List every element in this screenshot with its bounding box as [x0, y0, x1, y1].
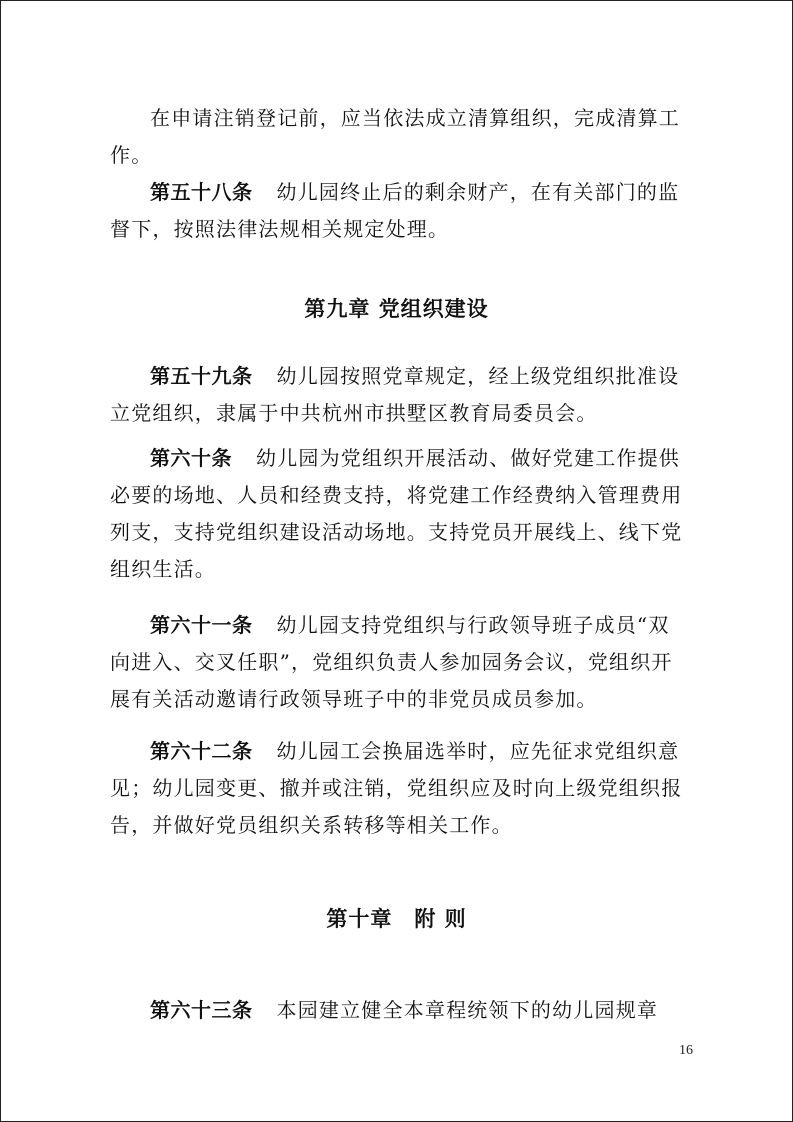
article-number: 第六十二条 [150, 739, 253, 763]
text-line: 组织生活。 [110, 557, 216, 581]
text-line: 在申请注销登记前，应当依法成立清算组织，完成清算工 [150, 106, 680, 130]
text-line: 列支，支持党组织建设活动场地。支持党员开展线上、线下党 [110, 520, 683, 544]
article-60 [110, 440, 683, 588]
text-line: 告，并做好党员组织关系转移等相关工作。 [110, 813, 513, 837]
chapter-9-heading: 第九章 党组织建设 [304, 297, 489, 321]
article-61 [110, 607, 673, 718]
text-line: 展有关活动邀请行政领导班子中的非党员成员参加。 [110, 687, 598, 711]
text-line [110, 440, 680, 477]
article-number: 第六十条 [150, 446, 232, 470]
text-line [110, 174, 680, 211]
article-59 [110, 358, 680, 432]
article-text: 本园建立健全本章程统领下的幼儿园规章 [276, 998, 659, 1022]
text-line [110, 992, 673, 1029]
article-number: 第六十三条 [150, 998, 253, 1022]
text-line: 向进入、交叉任职”，党组织负责人参加园务会议，党组织开 [110, 650, 673, 674]
text-line [110, 607, 673, 644]
article-62 [110, 733, 683, 844]
text-line [110, 358, 680, 395]
article-text: 幼儿园终止后的剩余财产，在有关部门的监 [276, 180, 680, 204]
article-text: 幼儿园工会换届选举时，应先征求党组织意 [276, 739, 680, 763]
text-line: 立党组织，隶属于中共杭州市拱墅区教育局委员会。 [110, 401, 598, 425]
article-text: 幼儿园支持党组织与行政领导班子成员“双 [276, 613, 670, 637]
article-58 [110, 174, 680, 248]
page-number: 16 [679, 1043, 693, 1058]
article-63 [110, 992, 673, 1029]
text-line: 见；幼儿园变更、撤并或注销，党组织应及时向上级党组织报 [110, 776, 683, 800]
chapter-10-heading: 第十章 附 则 [326, 907, 467, 931]
article-number: 第五十八条 [150, 180, 253, 204]
text-line [110, 733, 680, 770]
text-line: 作。 [110, 143, 153, 167]
text-line: 督下，按照法律法规相关规定处理。 [110, 217, 450, 241]
article-text: 幼儿园为党组织开展活动、做好党建工作提供 [256, 446, 680, 470]
article-text: 幼儿园按照党章规定，经上级党组织批准设 [276, 364, 680, 388]
paragraph-liquidation [110, 100, 680, 174]
text-line: 必要的场地、人员和经费支持，将党建工作经费纳入管理费用 [110, 483, 683, 507]
article-number: 第五十九条 [150, 364, 253, 388]
article-number: 第六十一条 [150, 613, 253, 637]
